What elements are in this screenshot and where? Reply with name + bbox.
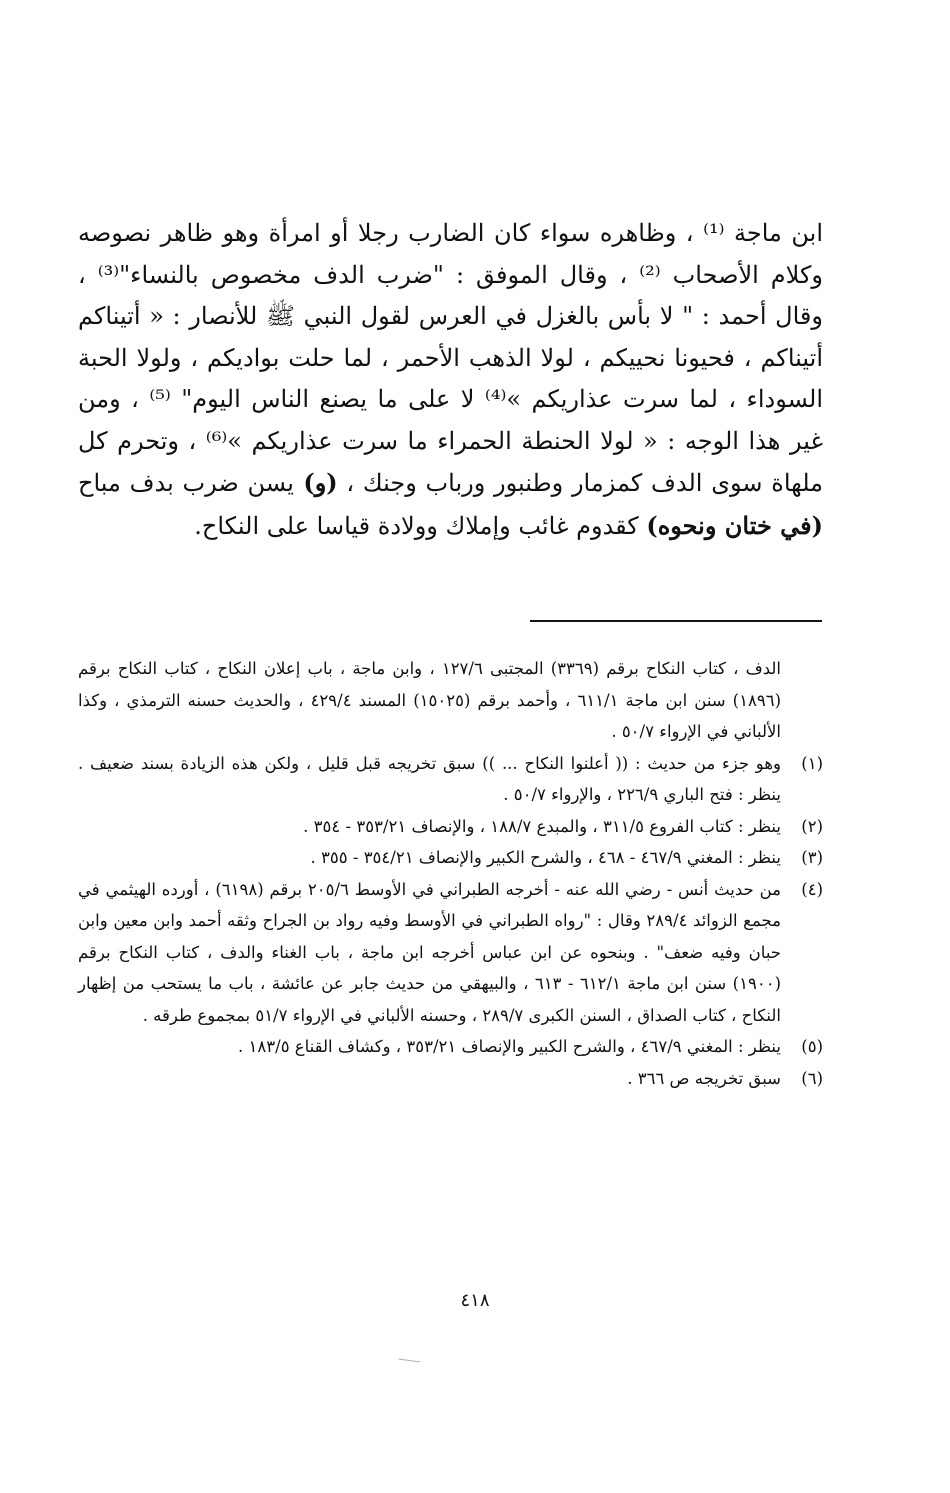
scan-mark xyxy=(398,1358,420,1366)
footnote-1 xyxy=(78,748,823,811)
footnote-text: سبق تخريجه ص ٣٦٦ . xyxy=(627,1068,781,1088)
page-number: ٤١٨ xyxy=(460,1290,490,1311)
footnote-number: (١) xyxy=(801,753,823,773)
body-text-run: كقدوم غائب وإملاك وولادة قياسا على النكاح. xyxy=(194,511,647,540)
footnote-number: (٤) xyxy=(801,879,823,899)
body-text-run: ابن ماجة ⁽¹⁾ ، وظاهره سواء كان الضارب رجلا أو امرأة وهو ظاهر نصوصه وكلام الأصحاب ⁽²⁾ ، وقال الموفق : "ضرب الدف مخصوص بالنساء"⁽³⁾ ، وقال أحمد : " لا بأس بالغزل في العرس لقول النبي ﷺ للأنصار : « أتيناكم أتيناكم ، فحيونا نحييكم ، لولا الذهب الأحمر ، لما حلت بواديكم ، ولولا الحبة السوداء ، لما سرت عذاريكم »⁽⁴⁾ لا على ما يصنع الناس اليوم" ⁽⁵⁾ ، ومن غير هذا الوجه : « لولا الحنطة الحمراء ما سرت عذاريكم »⁽⁶⁾ ، وتحرم كل ملهاة سوى الدف كمزمار وطنبور ورباب وجنك ، xyxy=(78,219,823,497)
footnote-text: ينظر : المغني ٤٦٧/٩ ، والشرح الكبير والإنصاف ٣٥٣/٢١ ، وكشاف القناع ١٨٣/٥ . xyxy=(238,1037,781,1056)
footnote-text: من حديث أنس - رضي الله عنه - أخرجه الطبراني في الأوسط ٢٠٥/٦ برقم (٦١٩٨) ، أورده الهيثمي في مجمع الزوائد ٢٨٩/٤ وقال : "رواه الطبراني في الأوسط وفيه رواد بن الجراح وثقه أحمد وابن معين وابن حبان وفيه ضعف" . وبنحوه عن ابن عباس أخرجه ابن ماجة ، باب الغناء والدف ، كتاب النكاح برقم (١٩٠٠) سنن ابن ماجة ٦١٢/١ - ٦١٣ ، والبيهقي من حديث جابر عن عائشة ، باب ما يستحب من إظهار النكاح ، كتاب الصداق ، السنن الكبرى ٢٨٩/٧ ، وحسنه الألباني في الإرواء ٥١/٧ بمجموع طرقه . xyxy=(78,879,781,1025)
footnote-number: (٢) xyxy=(801,816,823,836)
footnote-4 xyxy=(78,874,823,1032)
body-paragraph xyxy=(78,213,823,547)
main-text xyxy=(78,213,823,547)
footnote-3 xyxy=(78,842,823,874)
footnote-text: وهو جزء من حديث : (( أعلنوا النكاح ... )) سبق تخريجه قبل قليل ، ولكن هذه الزيادة بسند ضعيف . ينظر : فتح الباري ٢٢٦/٩ ، والإرواء ٥٠/٧ . xyxy=(78,753,781,804)
matn-phrase: (في ختان ونحوه) xyxy=(646,510,823,540)
footnote-6 xyxy=(78,1063,823,1095)
matn-marker: (و) xyxy=(293,468,338,497)
footnote-number: (٦) xyxy=(801,1068,823,1088)
footnote-text: ينظر : كتاب الفروع ٣١١/٥ ، والمبدع ١٨٨/٧ ، والإنصاف ٣٥٣/٢١ - ٣٥٤ . xyxy=(303,816,781,836)
footnote-continuation: الدف ، كتاب النكاح برقم (٣٣٦٩) المجتبى ١٢٧/٦ ، وابن ماجة ، باب إعلان النكاح ، كتاب النكاح برقم (١٨٩٦) سنن ابن ماجة ٦١١/١ ، وأحمد برقم (١٥٠٢٥) المسند ٤٢٩/٤ ، والحديث حسنه الترمذي ، وكذا الألباني في الإرواء ٥٠/٧ . xyxy=(78,659,781,741)
body-text-run: يسن ضرب بدف مباح xyxy=(78,469,294,497)
footnote-number: (٥) xyxy=(801,1037,823,1056)
footnote-2 xyxy=(78,811,823,843)
footnote-separator xyxy=(530,620,822,622)
footnote-text: ينظر : المغني ٤٦٧/٩ - ٤٦٨ ، والشرح الكبير والإنصاف ٣٥٤/٢١ - ٣٥٥ . xyxy=(310,848,781,867)
footnotes xyxy=(78,653,823,1094)
footnote-5 xyxy=(78,1031,823,1063)
footnote-number: (٣) xyxy=(801,848,823,867)
